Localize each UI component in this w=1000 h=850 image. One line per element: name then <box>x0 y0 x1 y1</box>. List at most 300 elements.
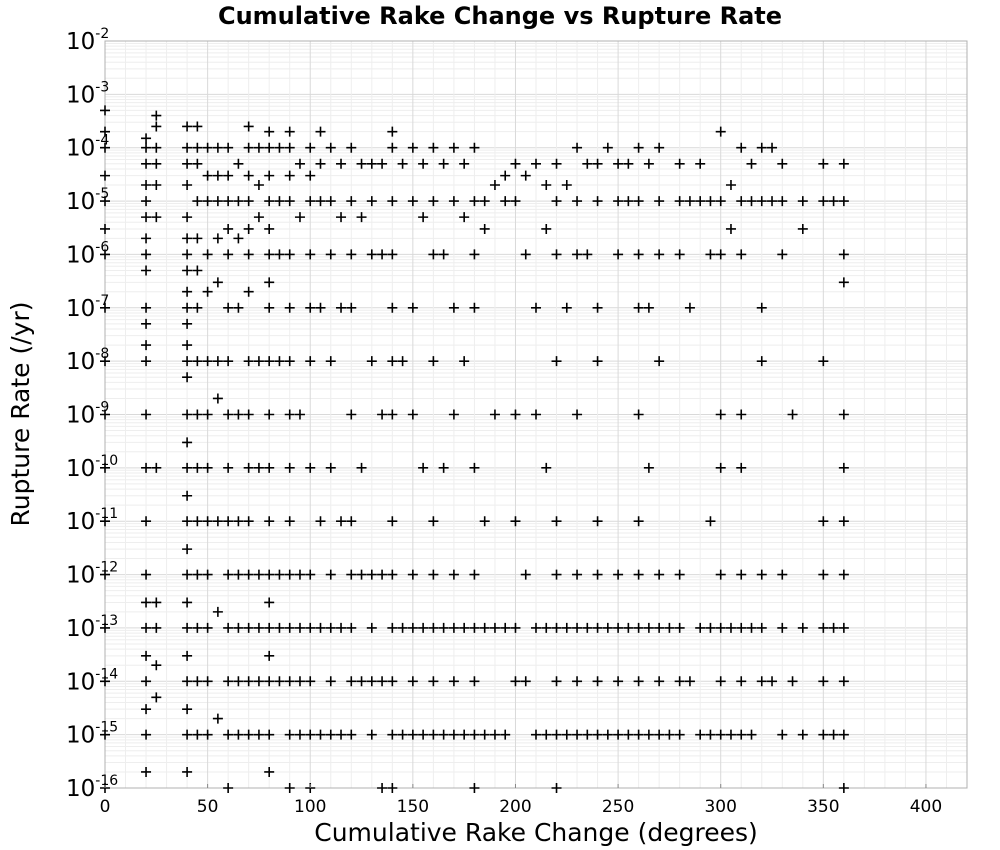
data-point <box>285 676 295 686</box>
data-point <box>192 356 202 366</box>
data-point <box>613 676 623 686</box>
data-point <box>213 393 223 403</box>
y-tick-base: 10 <box>66 189 96 216</box>
data-point <box>654 623 664 633</box>
data-point <box>469 463 479 473</box>
x-tick-label: 0 <box>99 797 111 817</box>
data-point <box>182 651 192 661</box>
data-point <box>223 676 233 686</box>
data-point <box>705 730 715 740</box>
data-point <box>377 570 387 580</box>
data-point <box>264 356 274 366</box>
data-point <box>572 249 582 259</box>
data-point <box>213 356 223 366</box>
data-point <box>244 356 254 366</box>
data-point <box>736 196 746 206</box>
data-point <box>623 730 633 740</box>
data-point <box>541 180 551 190</box>
y-tick-base: 10 <box>66 615 96 642</box>
data-point <box>572 676 582 686</box>
data-point <box>613 159 623 169</box>
data-point <box>531 410 541 420</box>
data-point <box>326 676 336 686</box>
data-point <box>839 277 849 287</box>
data-point <box>757 623 767 633</box>
data-point <box>357 676 367 686</box>
data-point <box>459 212 469 222</box>
y-tick-label <box>66 186 109 215</box>
data-point <box>695 196 705 206</box>
data-point <box>141 143 151 153</box>
data-point <box>182 704 192 714</box>
data-point <box>192 730 202 740</box>
data-point <box>182 319 192 329</box>
data-point <box>562 730 572 740</box>
y-tick-label <box>66 26 109 55</box>
data-point <box>736 463 746 473</box>
data-point <box>141 133 151 143</box>
data-point <box>316 127 326 137</box>
data-point <box>818 356 828 366</box>
data-point <box>233 730 243 740</box>
y-tick-base: 10 <box>66 669 96 696</box>
data-point <box>305 463 315 473</box>
data-point <box>326 249 336 259</box>
data-point <box>675 570 685 580</box>
data-point <box>829 623 839 633</box>
data-point <box>387 249 397 259</box>
data-point <box>726 730 736 740</box>
data-point <box>151 463 161 473</box>
data-point <box>213 277 223 287</box>
data-point <box>418 623 428 633</box>
data-point <box>264 277 274 287</box>
data-point <box>274 570 284 580</box>
data-point <box>428 516 438 526</box>
data-point <box>151 111 161 121</box>
data-point <box>798 196 808 206</box>
data-point <box>705 196 715 206</box>
data-point <box>408 410 418 420</box>
data-point <box>839 196 849 206</box>
x-tick-label: 100 <box>294 797 327 817</box>
data-point <box>357 212 367 222</box>
data-point <box>182 159 192 169</box>
data-point <box>141 196 151 206</box>
data-point <box>141 249 151 259</box>
data-point <box>357 159 367 169</box>
data-point <box>531 730 541 740</box>
chart-title: Cumulative Rake Change vs Rupture Rate <box>217 2 783 30</box>
data-point <box>387 303 397 313</box>
data-point <box>305 623 315 633</box>
data-point <box>223 730 233 740</box>
data-point <box>285 463 295 473</box>
data-point <box>295 410 305 420</box>
data-point <box>818 159 828 169</box>
data-point <box>336 516 346 526</box>
data-point <box>603 623 613 633</box>
data-point <box>767 676 777 686</box>
data-point <box>839 249 849 259</box>
data-point <box>182 516 192 526</box>
data-point <box>141 212 151 222</box>
data-point <box>141 704 151 714</box>
data-point <box>264 597 274 607</box>
data-point <box>316 196 326 206</box>
data-point <box>182 356 192 366</box>
data-point <box>151 212 161 222</box>
data-point <box>264 127 274 137</box>
y-tick-base: 10 <box>66 509 96 536</box>
y-tick-exponent: -11 <box>95 506 119 523</box>
data-point <box>562 623 572 633</box>
data-point <box>367 570 377 580</box>
y-tick-base: 10 <box>66 242 96 269</box>
data-point <box>192 196 202 206</box>
data-point <box>469 303 479 313</box>
data-point <box>203 516 213 526</box>
data-point <box>521 676 531 686</box>
data-point <box>716 410 726 420</box>
data-point <box>716 676 726 686</box>
data-point <box>182 372 192 382</box>
data-point <box>223 623 233 633</box>
data-point <box>305 171 315 181</box>
data-point <box>264 171 274 181</box>
data-point <box>244 249 254 259</box>
data-point <box>541 463 551 473</box>
data-point <box>634 516 644 526</box>
data-point <box>223 783 233 793</box>
data-point <box>552 159 562 169</box>
data-point <box>244 287 254 297</box>
data-point <box>100 105 110 115</box>
data-point <box>531 303 541 313</box>
data-point <box>377 410 387 420</box>
data-point <box>757 676 767 686</box>
x-tick-label: 150 <box>396 797 430 817</box>
data-point <box>521 249 531 259</box>
data-point <box>593 570 603 580</box>
data-point <box>233 233 243 243</box>
data-point <box>480 224 490 234</box>
data-point <box>428 623 438 633</box>
data-point <box>736 249 746 259</box>
data-point <box>480 730 490 740</box>
data-point <box>675 730 685 740</box>
data-point <box>777 196 787 206</box>
data-point <box>736 570 746 580</box>
data-point <box>593 356 603 366</box>
data-point <box>336 730 346 740</box>
data-point <box>182 249 192 259</box>
data-point <box>182 340 192 350</box>
data-point <box>244 463 254 473</box>
y-tick-exponent: -3 <box>95 79 110 96</box>
data-point <box>398 356 408 366</box>
y-tick-label <box>66 133 109 162</box>
data-point <box>654 143 664 153</box>
data-point <box>408 730 418 740</box>
y-tick-label <box>66 506 118 535</box>
data-point <box>449 730 459 740</box>
data-point <box>192 265 202 275</box>
data-point <box>613 196 623 206</box>
data-point <box>285 249 295 259</box>
data-point <box>182 597 192 607</box>
data-point <box>408 570 418 580</box>
data-point <box>233 516 243 526</box>
data-point <box>141 356 151 366</box>
data-point <box>654 249 664 259</box>
data-point <box>233 410 243 420</box>
data-point <box>480 623 490 633</box>
data-point <box>469 676 479 686</box>
data-point <box>336 623 346 633</box>
data-point <box>141 463 151 473</box>
x-tick-label: 350 <box>807 797 840 817</box>
data-point <box>151 121 161 131</box>
data-point <box>377 159 387 169</box>
data-point <box>839 570 849 580</box>
data-point <box>192 233 202 243</box>
data-point <box>346 249 356 259</box>
data-point <box>685 196 695 206</box>
data-point <box>490 180 500 190</box>
data-point <box>346 196 356 206</box>
data-point <box>305 730 315 740</box>
data-point <box>223 224 233 234</box>
data-point <box>757 356 767 366</box>
data-point <box>336 159 346 169</box>
data-point <box>151 660 161 670</box>
data-point <box>449 410 459 420</box>
data-point <box>182 212 192 222</box>
data-point <box>716 249 726 259</box>
data-point <box>387 516 397 526</box>
data-point <box>326 623 336 633</box>
data-point <box>705 623 715 633</box>
data-point <box>141 651 151 661</box>
data-point <box>654 730 664 740</box>
data-point <box>141 597 151 607</box>
data-point <box>777 249 787 259</box>
data-point <box>726 623 736 633</box>
data-point <box>285 730 295 740</box>
data-point <box>213 196 223 206</box>
data-point <box>316 159 326 169</box>
data-point <box>367 249 377 259</box>
data-point <box>510 623 520 633</box>
data-point <box>398 159 408 169</box>
data-point <box>203 196 213 206</box>
data-point <box>326 463 336 473</box>
data-point <box>141 410 151 420</box>
data-point <box>459 159 469 169</box>
data-point <box>316 623 326 633</box>
data-point <box>316 516 326 526</box>
data-point <box>449 196 459 206</box>
data-point <box>736 730 746 740</box>
data-point <box>747 196 757 206</box>
data-point <box>798 730 808 740</box>
data-point <box>233 676 243 686</box>
data-point <box>552 516 562 526</box>
data-point <box>572 623 582 633</box>
data-point <box>777 730 787 740</box>
data-point <box>418 463 428 473</box>
data-point <box>264 249 274 259</box>
data-point <box>182 180 192 190</box>
data-point <box>469 570 479 580</box>
data-point <box>695 159 705 169</box>
data-point <box>531 159 541 169</box>
data-point <box>428 676 438 686</box>
data-point <box>182 121 192 131</box>
data-point <box>367 196 377 206</box>
data-point <box>818 623 828 633</box>
data-point <box>459 623 469 633</box>
data-point <box>244 623 254 633</box>
data-point <box>254 143 264 153</box>
data-point <box>223 143 233 153</box>
data-point <box>818 196 828 206</box>
data-point <box>675 249 685 259</box>
data-point <box>223 171 233 181</box>
data-point <box>387 143 397 153</box>
data-point <box>377 676 387 686</box>
data-point <box>367 159 377 169</box>
data-point <box>664 730 674 740</box>
data-point <box>428 249 438 259</box>
data-point <box>254 463 264 473</box>
data-point <box>285 516 295 526</box>
data-point <box>613 570 623 580</box>
data-point <box>521 171 531 181</box>
data-point <box>285 623 295 633</box>
data-point <box>305 303 315 313</box>
data-point <box>192 676 202 686</box>
data-point <box>521 570 531 580</box>
data-point <box>285 356 295 366</box>
data-point <box>798 224 808 234</box>
data-point <box>634 623 644 633</box>
data-point <box>675 623 685 633</box>
data-point <box>141 233 151 243</box>
data-point <box>613 249 623 259</box>
y-tick-label <box>66 400 109 429</box>
y-tick-base: 10 <box>66 29 96 55</box>
data-point <box>387 623 397 633</box>
data-point <box>418 159 428 169</box>
data-point <box>788 410 798 420</box>
data-point <box>634 143 644 153</box>
x-axis-label: Cumulative Rake Change (degrees) <box>314 818 758 847</box>
data-point <box>818 676 828 686</box>
data-point <box>818 570 828 580</box>
data-point <box>552 676 562 686</box>
data-point <box>449 623 459 633</box>
data-point <box>305 570 315 580</box>
data-point <box>295 159 305 169</box>
y-tick-base: 10 <box>66 455 96 482</box>
y-tick-label <box>66 239 109 268</box>
data-point <box>654 196 664 206</box>
data-point <box>346 623 356 633</box>
data-point <box>562 303 572 313</box>
data-point <box>552 783 562 793</box>
data-point <box>510 516 520 526</box>
data-point <box>757 303 767 313</box>
data-point <box>367 730 377 740</box>
data-point <box>192 623 202 633</box>
data-point <box>295 212 305 222</box>
data-point <box>716 623 726 633</box>
data-point <box>582 249 592 259</box>
data-point <box>747 623 757 633</box>
data-point <box>552 249 562 259</box>
data-point <box>264 651 274 661</box>
data-point <box>469 249 479 259</box>
data-point <box>285 127 295 137</box>
data-point <box>829 730 839 740</box>
data-point <box>634 676 644 686</box>
data-point <box>326 570 336 580</box>
data-point <box>326 730 336 740</box>
data-point <box>634 570 644 580</box>
data-point <box>726 224 736 234</box>
data-point <box>572 196 582 206</box>
data-point <box>593 516 603 526</box>
data-point <box>387 783 397 793</box>
data-point <box>510 676 520 686</box>
data-point <box>346 730 356 740</box>
data-point <box>716 127 726 137</box>
data-point <box>151 159 161 169</box>
y-tick-exponent: -6 <box>95 239 110 256</box>
data-point <box>203 143 213 153</box>
data-point <box>480 516 490 526</box>
data-point <box>387 410 397 420</box>
data-point <box>182 437 192 447</box>
data-point <box>326 356 336 366</box>
data-point <box>818 516 828 526</box>
data-point <box>233 570 243 580</box>
data-point <box>654 356 664 366</box>
data-point <box>736 676 746 686</box>
y-tick-label <box>66 79 109 108</box>
data-point <box>398 730 408 740</box>
data-point <box>541 730 551 740</box>
data-point <box>675 196 685 206</box>
data-point <box>582 623 592 633</box>
data-point <box>469 143 479 153</box>
data-point <box>705 516 715 526</box>
data-point <box>295 570 305 580</box>
data-point <box>141 265 151 275</box>
data-point <box>141 180 151 190</box>
data-point <box>141 623 151 633</box>
data-point <box>469 730 479 740</box>
data-point <box>572 143 582 153</box>
data-point <box>264 676 274 686</box>
data-point <box>182 570 192 580</box>
data-point <box>213 171 223 181</box>
y-tick-base: 10 <box>66 776 96 802</box>
data-point <box>203 463 213 473</box>
data-point <box>151 180 161 190</box>
